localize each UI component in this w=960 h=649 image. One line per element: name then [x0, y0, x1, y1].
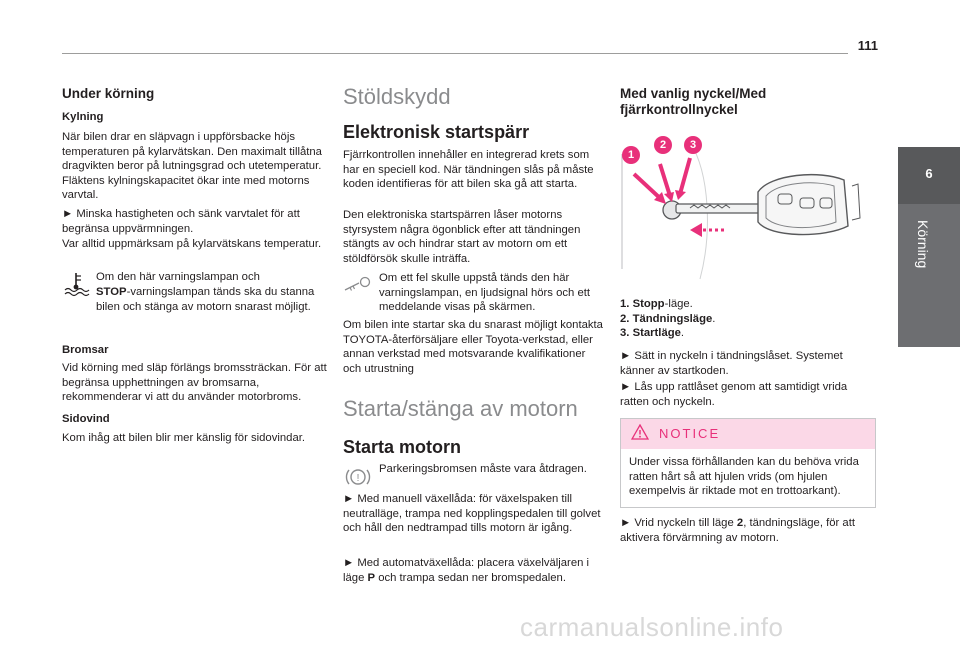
- list-item: 2. Tändningsläge.: [620, 312, 716, 325]
- list-item: 1. Stopp-läge.: [620, 298, 693, 310]
- parking-brake-icon: [345, 464, 371, 490]
- svg-text:!: !: [356, 473, 360, 484]
- callout-1: 1: [622, 146, 640, 164]
- start-engine-title: Starta motorn: [343, 437, 462, 457]
- notice-header: [621, 419, 875, 449]
- callout-2: 2: [654, 136, 672, 154]
- ignition-position-step: ► Vrid nyckeln till läge 2, tändningsläge, för att aktivera förvärmning av motorn.: [620, 517, 855, 544]
- chapter-label: Körning: [915, 220, 931, 269]
- position-list: [620, 297, 715, 341]
- coolant-temperature-warning-icon: [62, 270, 92, 298]
- cooling-text: När bilen drar en släpvagn i uppförsbacke höjs temperaturen på kylarvätskan. Den maximalt tillåtna dragvikten beror på lutningsgrad och utetemperatur. Fläktens kylningskapacitet ökar inte med motorns varvtal.: [62, 131, 322, 202]
- brakes-text: Vid körning med släp förlängs bromssträckan. För att begränsa upphettningen av bromsarna, rekommenderar vi att du använder motorbroms.: [62, 362, 327, 404]
- notice-text: Under vissa förhållanden kan du behöva vrida ratten hårt så att hjulen vrids (om hjulen exempelvis är riktade mot en trottoarkant).: [629, 456, 859, 498]
- immobiliser-warning-text: Om ett fel skulle uppstå tänds den här varningslampan, en ljudsignal hörs och ett meddelande visas på skärmen.: [379, 272, 591, 314]
- section-heading: Under körning: [62, 86, 155, 101]
- warning-triangle-icon: [631, 424, 649, 445]
- start-stop-title: Starta/stänga av motorn: [343, 396, 578, 421]
- page-number: 111: [857, 38, 878, 53]
- ignition-key-illustration: [620, 134, 864, 294]
- cooling-step: ► Minska hastigheten och sänk varvtalet för att begränsa uppvärmningen.: [62, 208, 300, 235]
- callout-3: 3: [684, 136, 702, 154]
- notice-title: NOTICE: [659, 425, 721, 441]
- immobiliser-title: Elektronisk startspärr: [343, 122, 530, 142]
- manual-gearbox-step: ► Med manuell växellåda: för växelspaken till neutralläge, trampa ned kopplingspedalen till golvet och håll den nedtrampad tills motorn är igång.: [343, 493, 601, 535]
- cooling-note: Var alltid uppmärksam på kylarvätskans temperatur.: [62, 238, 322, 250]
- cooling-title: Kylning: [62, 111, 104, 123]
- warning-lamp-text-2: STOP-varningslampan tänds ska du stanna bilen och stänga av motorn snarast möjligt.: [96, 286, 315, 313]
- notice-box: [620, 418, 876, 508]
- brakes-title: Bromsar: [62, 344, 109, 356]
- immobiliser-contact-text: Om bilen inte startar ska du snarast möjligt kontakta TOYOTA-återförsäljare eller Toyota-verkstad, eller annan verkstad med motsvarande kvalifikationer och utrustning: [343, 319, 603, 375]
- list-item: 3. Startläge.: [620, 327, 685, 340]
- crosswind-text: Kom ihåg att bilen blir mer känslig för sidovindar.: [62, 432, 305, 444]
- key-warning-icon: [343, 276, 373, 296]
- watermark: carmanualsonline.info: [520, 612, 784, 642]
- parking-brake-note: Parkeringsbromsen måste vara åtdragen.: [379, 463, 587, 475]
- immobiliser-text-1: Fjärrkontrollen innehåller en integrerad krets som har en speciell kod. När tändningen slås på måste koden identifieras för att bilen ska gå att starta.: [343, 149, 594, 191]
- warning-lamp-text-3: -varningslampan tänds ska du stanna bilen och stänga av motorn snarast möjligt.: [96, 286, 315, 313]
- key-section-heading: Med vanlig nyckel/Med fjärrkontrollnyckel: [620, 86, 767, 117]
- chapter-number: 6: [925, 166, 933, 181]
- header-rule: [62, 53, 848, 54]
- unlock-steering-step: ► Lås upp rattlåset genom att samtidigt vrida ratten och nyckeln.: [620, 381, 848, 408]
- insert-key-step: ► Sätt in nyckeln i tändningslåset. Systemet känner av startkoden.: [620, 350, 843, 377]
- warning-lamp-text-1: Om den här varningslampan och: [96, 271, 260, 283]
- crosswind-title: Sidovind: [62, 413, 110, 425]
- immobiliser-text-2: Den elektroniska startspärren låser motorns styrsystem några ögonblick efter att tändningen stängts av och hindrar start av motorn om ett stöldförsök skulle inträffa.: [343, 209, 581, 265]
- automatic-gearbox-step: ► Med automatväxellåda: placera växelväljaren i läge P och trampa sedan ner bromspedalen.: [343, 557, 590, 584]
- anti-theft-title: Stöldskydd: [343, 84, 451, 109]
